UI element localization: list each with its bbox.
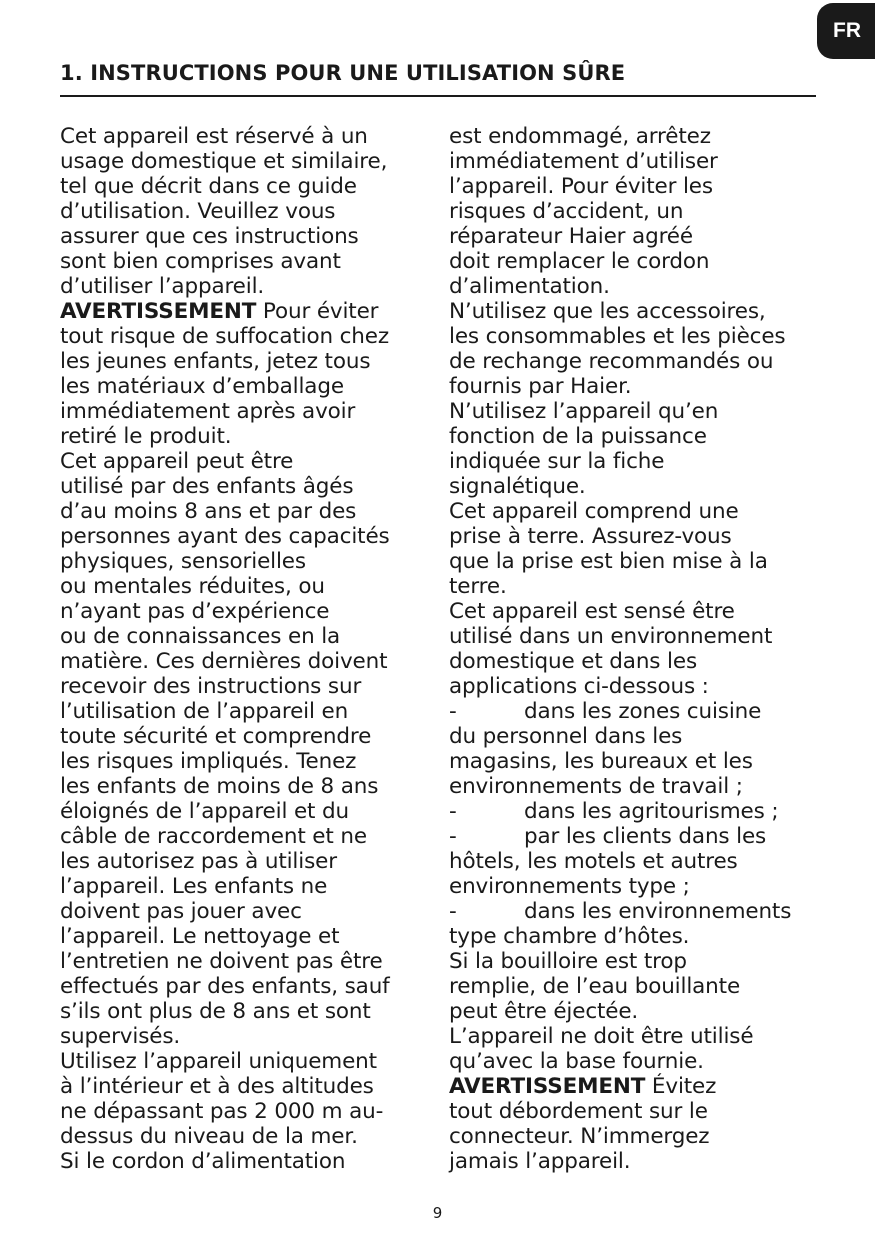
paragraph-suffocation-warning bbox=[60, 299, 435, 449]
paragraph-indoor-altitude: Utilisez l’appareil uniquement à l’intérieur et à des altitudes ne dépassant pas 2 000 m au- dessus du niveau de la mer. bbox=[60, 1049, 384, 1149]
bullet-dash: - bbox=[449, 799, 457, 824]
paragraph-intended-use: Cet appareil est réservé à un usage domestique et similaire, tel que décrit dans ce guide d’utilisation. Veuillez vous assurer que ces instructions sont bien comprises avant d’utiliser l’appareil. bbox=[60, 124, 388, 299]
right-column bbox=[449, 124, 834, 1174]
warning-text: Évitez tout débordement sur le connecteur. N’immergez jamais l’appareil. bbox=[449, 1074, 717, 1174]
paragraph-accessories: N’utilisez que les accessoires, les consommables et les pièces de rechange recommandés ou fournis par Haier. bbox=[449, 299, 786, 399]
language-tab: FR bbox=[817, 3, 875, 59]
paragraph-cord-damaged: est endommagé, arrêtez immédiatement d’utiliser l’appareil. Pour éviter les risques d’accident, un réparateur Haier agréé doit remplacer le cordon d’alimentation. bbox=[449, 124, 718, 299]
bullet-dash: - bbox=[449, 699, 457, 724]
bullet-dash: - bbox=[449, 899, 457, 924]
bullet-text: dans les zones cuisine du personnel dans les magasins, les bureaux et les environnements de travail ; bbox=[449, 699, 762, 799]
list-item bbox=[449, 699, 834, 799]
warning-label: AVERTISSEMENT bbox=[60, 299, 257, 324]
paragraph-cord-start: Si le cordon d’alimentation bbox=[60, 1149, 346, 1174]
list-item bbox=[449, 799, 834, 824]
warning-text: Pour éviter tout risque de suffocation chez les jeunes enfants, jetez tous les matériaux d’emballage immédiatement après avoir retiré le produit. bbox=[60, 299, 389, 449]
page-number: 9 bbox=[432, 1204, 443, 1222]
bullet-text: par les clients dans les hôtels, les motels et autres environnements type ; bbox=[449, 824, 767, 899]
warning-label: AVERTISSEMENT bbox=[449, 1074, 646, 1099]
bullet-text: dans les environnements type chambre d’hôtes. bbox=[449, 899, 792, 949]
paragraph-applications: Cet appareil est sensé être utilisé dans un environnement domestique et dans les applications ci-dessous : bbox=[449, 599, 773, 699]
paragraph-children-safety: Cet appareil peut être utilisé par des enfants âgés d’au moins 8 ans et par des personnes ayant des capacités physiques, sensorielles ou mentales réduites, ou n’ayant pas d’expérience ou de connaissances en la matière. Ces dernières doivent recevoir des instructions sur l’utilisation de l’appareil en toute sécurité et comprendre les risques impliqués. Tenez les enfants de moins de 8 ans éloignés de l’appareil et du câble de raccordement et ne les autorisez pas à utiliser l’appareil. Les enfants ne doivent pas jouer avec l’appareil. Le nettoyage et l’entretien ne doivent pas être effectués par des enfants, sauf s’ils ont plus de 8 ans et sont supervisés. bbox=[60, 449, 390, 1049]
section-title: 1. INSTRUCTIONS POUR UNE UTILISATION SÛRE bbox=[60, 60, 816, 97]
paragraph-power-rating: N’utilisez l’appareil qu’en fonction de la puissance indiquée sur la fiche signalétique. bbox=[449, 399, 719, 499]
paragraph-earthing: Cet appareil comprend une prise à terre. Assurez-vous que la prise est bien mise à la terre. bbox=[449, 499, 768, 599]
list-item bbox=[449, 899, 834, 949]
list-item bbox=[449, 824, 834, 899]
bullet-text: dans les agritourismes ; bbox=[524, 799, 779, 824]
paragraph-overfill: Si la bouilloire est trop remplie, de l’eau bouillante peut être éjectée. bbox=[449, 949, 741, 1024]
paragraph-immersion-warning bbox=[449, 1074, 834, 1174]
bullet-dash: - bbox=[449, 824, 457, 849]
left-column bbox=[60, 124, 435, 1174]
paragraph-base-only: L’appareil ne doit être utilisé qu’avec la base fournie. bbox=[449, 1024, 754, 1074]
